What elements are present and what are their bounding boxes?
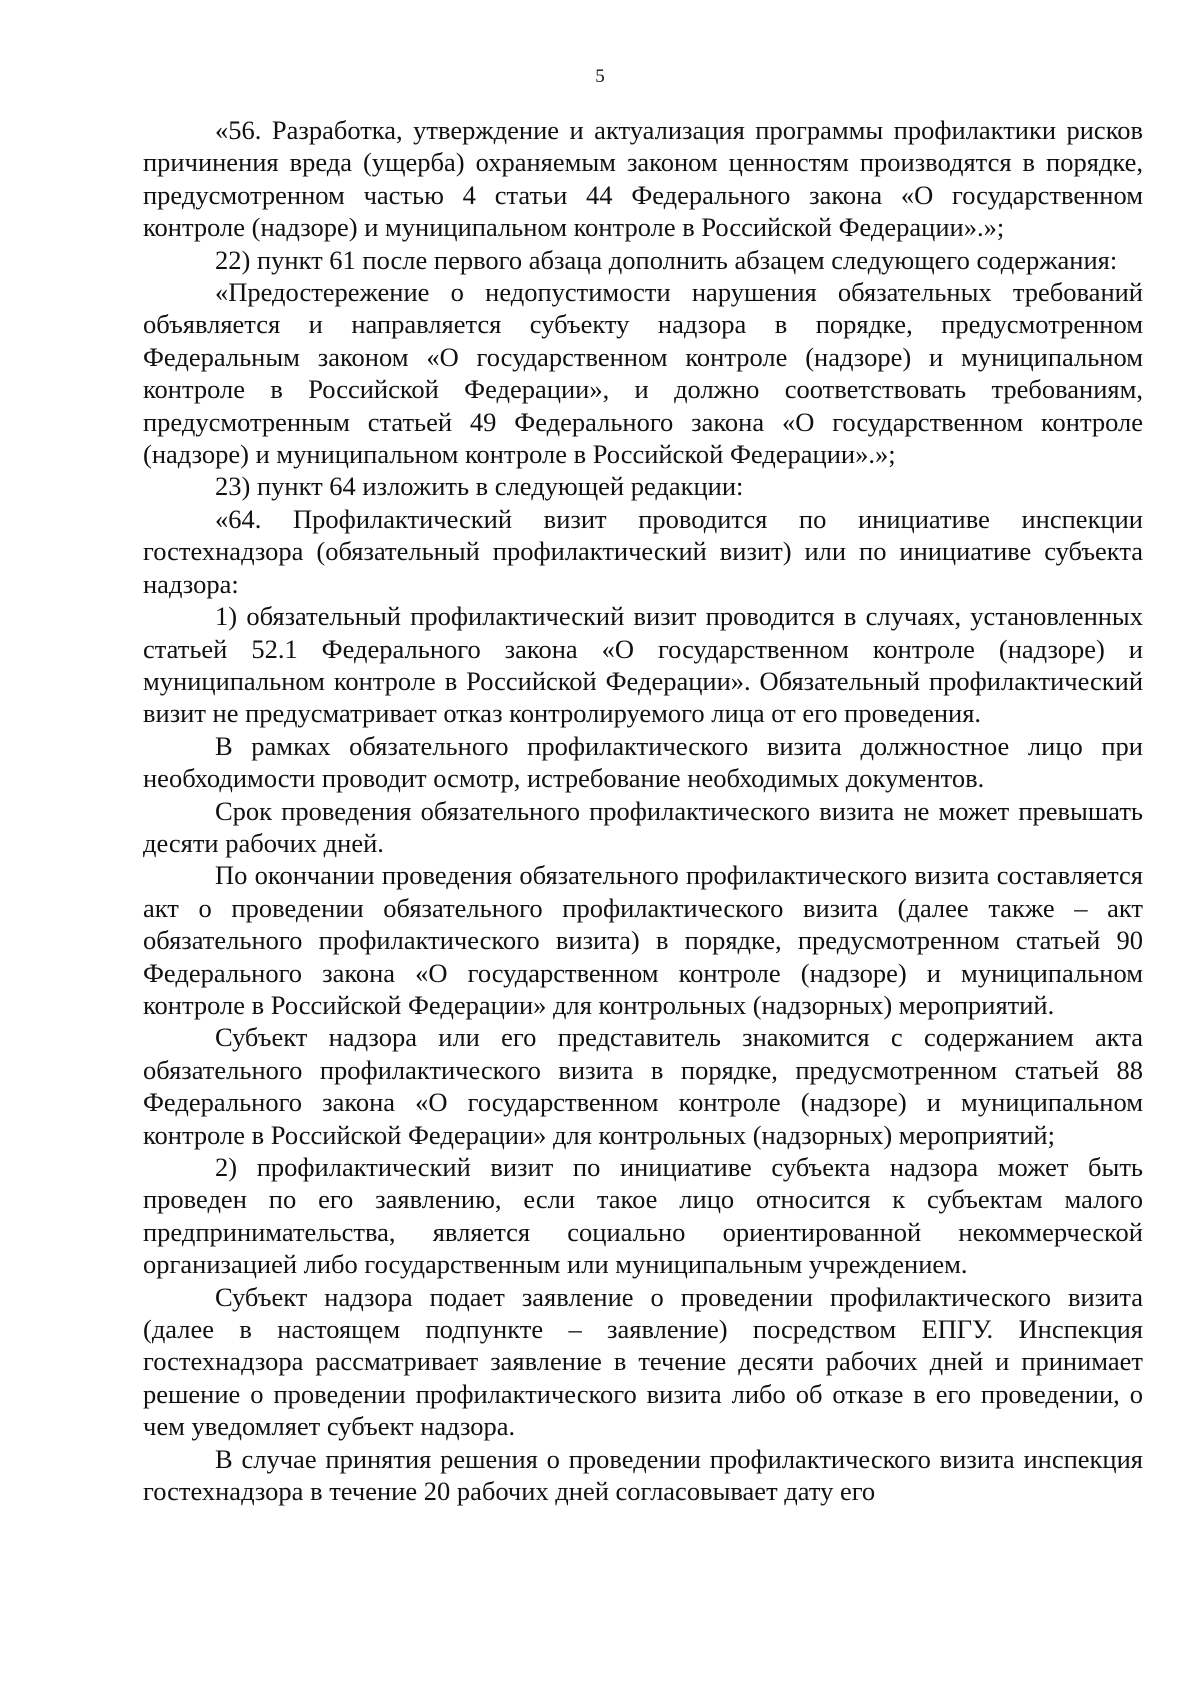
paragraph-warning-text: «Предостережение о недопустимости нарушения обязательных требований объявляется и направляется субъекту надзора в порядке, предусмотренном Федеральным законом «О государственном контроле (надзоре) и муниципальном контроле в Российской Федерации», и должно соответствовать требованиям, предусмотренным статьей 49 Федерального закона «О государственном контроле (надзоре) и муниципальном контроле в Российской Федерации».»;: [143, 277, 1143, 470]
document-body: [143, 114, 1143, 1507]
paragraph-56-program: «56. Разработка, утверждение и актуализация программы профилактики рисков причинения вреда (ущерба) охраняемым законом ценностям производятся в порядке, предусмотренном частью 4 статьи 44 Федерального закона «О государственном контроле (надзоре) и муниципальном контроле в Российской Федерации».»;: [143, 115, 1143, 243]
paragraph-mandatory-visit: 1) обязательный профилактический визит проводится в случаях, установленных статьей 52.1 Федерального закона «О государственном контроле (надзоре) и муниципальном контроле в Российской Федерации». Обязательный профилактический визит не предусматривает отказ контролируемого лица от его проведения.: [143, 601, 1143, 729]
paragraph-voluntary-visit: 2) профилактический визит по инициативе субъекта надзора может быть проведен по его заявлению, если такое лицо относится к субъектам малого предпринимательства, является социально ориентированной некоммерческой организацией либо государственным или муниципальным учреждением.: [143, 1152, 1143, 1280]
paragraph-application: Субъект надзора подает заявление о проведении профилактического визита (далее в настоящем подпункте – заявление) посредством ЕПГУ. Инспекция гостехнадзора рассматривает заявление в течение десяти рабочих дней и принимает решение о проведении профилактического визита либо об отказе в его проведении, о чем уведомляет субъект надзора.: [143, 1281, 1143, 1442]
paragraph-visit-duration: Срок проведения обязательного профилактического визита не может превышать десяти рабочих дней.: [143, 795, 1143, 858]
paragraph-item-22: 22) пункт 61 после первого абзаца дополнить абзацем следующего содержания:: [215, 244, 1118, 275]
paragraph-act-review: Субъект надзора или его представитель знакомится с содержанием акта обязательного профилактического визита в порядке, предусмотренном статьей 88 Федерального закона «О государственном контроле (надзоре) и муниципальном контроле в Российской Федерации» для контрольных (надзорных) мероприятий;: [143, 1022, 1143, 1150]
paragraph-inspection-scope: В рамках обязательного профилактического визита должностное лицо при необходимости проводит осмотр, истребование необходимых документов.: [143, 730, 1143, 794]
paragraph-item-23: 23) пункт 64 изложить в следующей редакции:: [215, 471, 744, 502]
paragraph-64-visit: «64. Профилактический визит проводится по инициативе инспекции гостехнадзора (обязательный профилактический визит) или по инициативе субъекта надзора:: [143, 503, 1143, 599]
paragraph-visit-date: В случае принятия решения о проведении профилактического визита инспекция гостехнадзора в течение 20 рабочих дней согласовывает дату его: [143, 1443, 1143, 1507]
paragraph-visit-act: По окончании проведения обязательного профилактического визита составляется акт о проведении обязательного профилактического визита (далее также – акт обязательного профилактического визита) в порядке, предусмотренном статьей 90 Федерального закона «О государственном контроле (надзоре) и муниципальном контроле в Российской Федерации» для контрольных (надзорных) мероприятий.: [143, 860, 1143, 1020]
page-number: 5: [595, 66, 605, 87]
